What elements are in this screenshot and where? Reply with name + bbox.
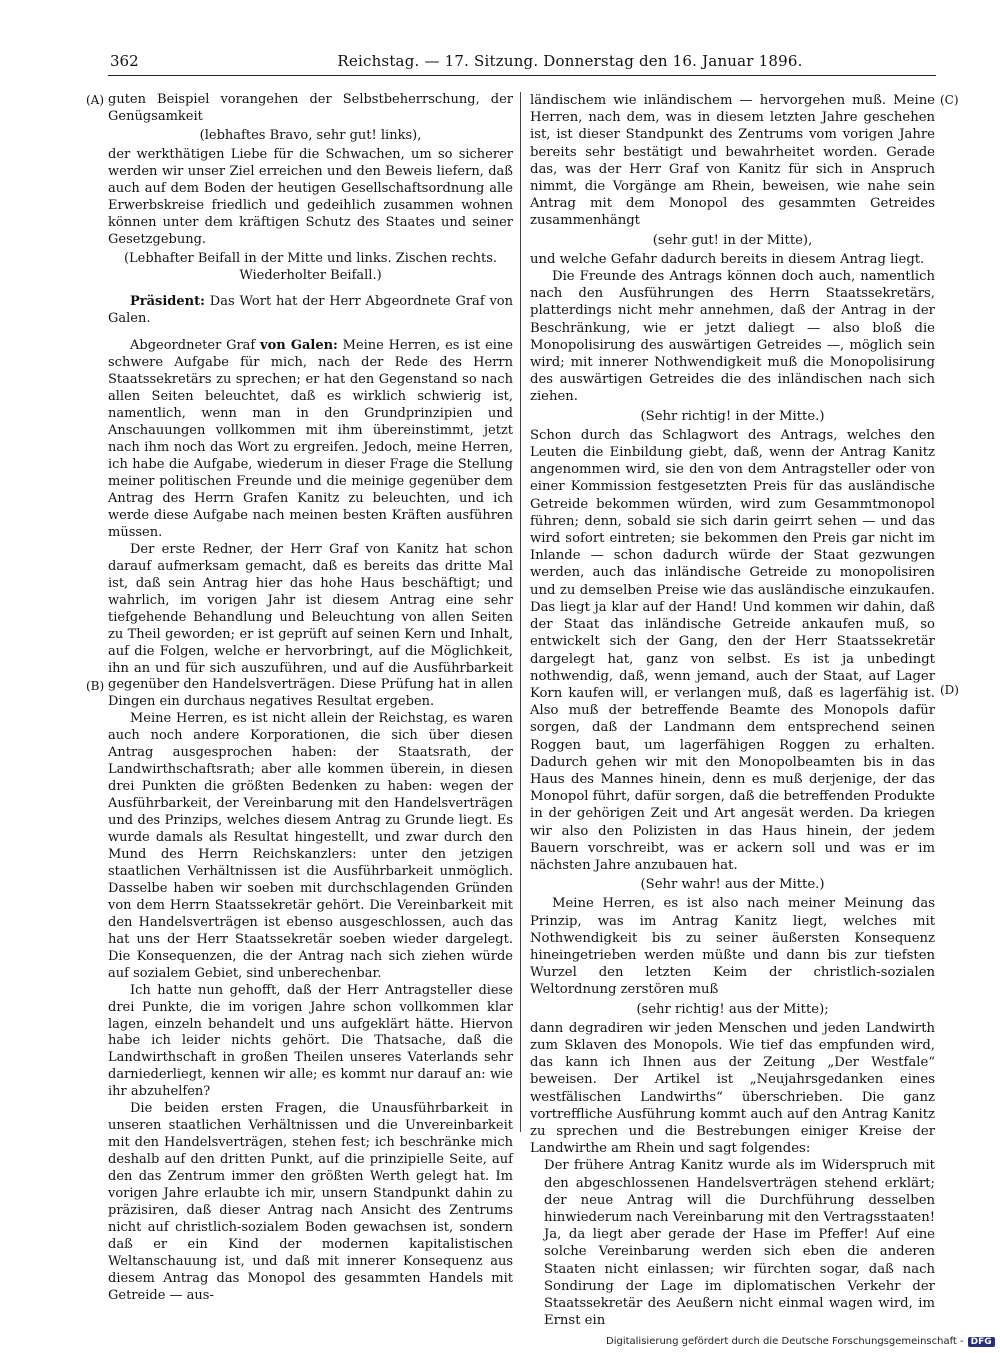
paragraph: Die beiden ersten Fragen, die Unausführbarkeit in unseren staatlichen Verhältnissen und die Unvereinbarkeit mit den Handelsverträgen, stehen fest; ich beschränke mich deshalb auf den dritten Punkt, auf die prinzipielle Seite, auf den das Zentrum immer den größten Werth gelegt hat. Im vorigen Jahre erlaubte ich mir, unsern Standpunkt dahin zu präzisiren, daß dieser Antrag nach Ansicht des Zentrums nicht auf christlich-sozialem Boden gewachsen ist, sondern daß er ein Kind der modernen kapitalistischen Weltanschauung ist, und daß mit innerer Konsequenz aus diesem Antrag das Monopol des gesammten Handels mit Getreide — aus- xyxy=(108,1101,513,1303)
interjection: (Lebhafter Beifall in der Mitte und links. Zischen rechts. Wiederholter Beifall.) xyxy=(123,250,498,283)
interjection: (lebhaftes Bravo, sehr gut! links), xyxy=(199,127,422,143)
footer-credit xyxy=(606,1336,995,1347)
running-title: Reichstag. — 17. Sitzung. Donnerstag den 16. Januar 1896. xyxy=(337,52,803,70)
speaker-label: von Galen: xyxy=(260,338,338,354)
interjection: (sehr richtig! aus der Mitte); xyxy=(636,1001,829,1017)
column-divider xyxy=(520,92,521,1132)
footer-text: Digitalisierung gefördert durch die Deutsche Forschungsgemeinschaft - xyxy=(606,1336,964,1347)
margin-marker-d: (D) xyxy=(940,683,959,697)
paragraph: Schon durch das Schlagwort des Antrags, welches den Leuten die Einbildung giebt, daß, wenn der Antrag Kanitz angenommen wird, sie den von dem Antragsteller oder von einer Kommission festgesetzten Preis für das ausländische Getreide bekommen würden, wird zum Gesammtmonopol führen; denn, sobald sie sich darin geirrt sehen — und das wird sofort eintreten; sie bekommen den Preis gar nicht im Inlande — schon dadurch würde der Staat gezwungen werden, auch das inländische Getreide zu monopolisiren und zu demselben Preise wie das ausländische einzukaufen. Das liegt ja klar auf der Hand! Und kommen wir dahin, daß der Staat das inländische Getreide ankaufen muß, so entwickelt sich der Gang, den der Herr Staatssekretär dargelegt hat, ganz von selbst. Es ist ja unbedingt nothwendig, daß, wenn jemand, auch der Staat, auf Lager Korn kaufen will, er verlangen muß, daß es lagerfähig ist. Also muß der betreffende Beamte des Monopols dafür sorgen, daß der Landmann dem entsprechend seinen Roggen baut, um lagerfähigen Roggen zu erhalten. Dadurch gehen wir mit den Monopolbeamten bis in das Haus des Mannes hinein, denn es muß derjenige, der das Monopol führt, dafür sorgen, daß die betreffenden Produkte in der gehörigen Zeit und Art angesät werden. Da kriegen wir also den Polizisten in das Haus hinein, der jedem Bauern vorschreibt, was er ackern soll und was er im nächsten Jahre anzubauen hat. xyxy=(530,427,935,873)
interjection: (Sehr richtig! in der Mitte.) xyxy=(640,408,825,424)
margin-marker-a: (A) xyxy=(86,93,105,107)
page-header xyxy=(110,52,940,74)
paragraph: Die Freunde des Antrags können doch auch, namentlich nach den Ausführungen des Herrn Staatssekretärs, platterdings nicht mehr annehmen, daß der Antrag in der Beschränkung, wie er jetzt daliegt — also bloß die Monopolisirung des auswärtigen Getreides —, möglich sein wird; mit innerer Nothwendigkeit muß die Monopolisirung des auswärtigen Getreides die des inländischen nach sich ziehen. xyxy=(530,269,935,405)
paragraph: dann degradiren wir jeden Menschen und jeden Landwirth zum Sklaven des Monopols. Wie tief das empfunden wird, das kann ich Ihnen aus der Zeitung „Der Westfale“ beweisen. Der Artikel ist „Neujahrsgedanken eines westfälischen Landwirths“ überschrieben. Die ganz vortreffliche Ausführung kommt auch auf den Antrag Kanitz zu sprechen und die Bestrebungen einiger Kreise der Landwirthe am Rhein und sagt folgendes: xyxy=(530,1020,935,1157)
interjection: (sehr gut! in der Mitte), xyxy=(652,232,813,248)
paragraph: ländischem wie inländischem — hervorgehen muß. Meine Herren, nach dem, was in diesem letzten Jahre geschehen ist, ist dieser Standpunkt des Zentrums vom vorigen Jahre bereits sehr bestätigt und bewahrheitet worden. Gerade das, was der Herr Graf von Kanitz für sich in Anspruch nimmt, die Vorgänge am Rhein, beweisen, wie nahe sein Antrag mit dem Monopol des gesammten Getreides zusammenhängt xyxy=(530,93,935,229)
margin-marker-b: (B) xyxy=(86,679,105,693)
paragraph: Ich hatte nun gehofft, daß der Herr Antragsteller diese drei Punkte, die im vorigen Jahre schon vollkommen klar lagen, einzeln behandelt und uns aufgeklärt hätte. Hiervon habe ich leider nichts gehört. Die Thatsache, daß die Landwirthschaft in großen Theilen unseres Vaterlands sehr darniederliegt, kennen wir alle; es kommt nur darauf an: wie ihr abzuhelfen? xyxy=(108,982,513,1100)
paragraph: Der erste Redner, der Herr Graf von Kanitz hat schon darauf aufmerksam gemacht, daß es bereits das dritte Mal ist, daß sein Antrag hier das hohe Haus beschäftigt; und wahrlich, im vorigen Jahr ist diesem Antrag eine sehr tiefgehende Behandlung und Beleuchtung von allen Seiten zu Theil geworden; er ist geprüft auf seinen Kern und Inhalt, auf die Folgen, welche er hervorbringt, auf die Möglichkeit, ihn an und für sich auszuführen, und auf die Ausführbarkeit gegenüber den Handelsverträgen. Diese Prüfung hat in allen Dingen ein durchaus negatives Resultat ergeben. xyxy=(108,541,513,710)
speaker-label: Präsident: xyxy=(130,294,205,310)
speaker-paragraph xyxy=(108,294,513,328)
header-rule xyxy=(108,75,936,76)
quotation: Der frühere Antrag Kanitz wurde als im Widerspruch mit den abgeschlossenen Handelsverträgen stehend erklärt; der neue Antrag will die Durchführung desselben hinwiederum nach Vereinbarung mit den Vertragsstaaten! Ja, da liegt aber gerade der Hase im Pfeffer! Auf eine solche Vereinbarung werden sich eben die anderen Staaten nicht einlassen; wir fürchten sogar, daß nach Sondirung der Lage im diplomatischen Verkehr der Staatssekretär des Aeußern nicht einmal wagen wird, im Ernst ein xyxy=(544,1158,935,1329)
margin-marker-c: (C) xyxy=(940,93,959,107)
paragraph: guten Beispiel vorangehen der Selbstbeherrschung, der Genügsamkeit xyxy=(108,92,513,124)
speaker-text: Das Wort hat der Herr Abgeordnete Graf von Galen. xyxy=(108,294,514,327)
speaker-text: Meine Herren, es ist eine schwere Aufgabe für mich, nach der Rede des Herrn Staatssekretärs zu sprechen; er hat den Gegenstand so nach allen Seiten beleuchtet, daß es wirklich schwierig ist, namentlich, wenn man in den Grundprinzipien und Anschauungen vollkommen mit ihm übereinstimmt, jetzt nach ihm noch das Wort zu ergreifen. Jedoch, meine Herren, ich habe die Aufgabe, wiederum in dieser Frage die Stellung meiner politischen Freunde und die meinige gegenüber dem Antrag des Herrn Grafen Kanitz zu beleuchten, und ich werde diese Aufgabe nach meinen besten Kräften ausführen müssen. xyxy=(108,338,513,540)
speaker-paragraph xyxy=(108,338,513,541)
paragraph: und welche Gefahr dadurch bereits in diesem Antrag liegt. xyxy=(530,251,925,267)
right-column xyxy=(530,92,935,1329)
paragraph: Meine Herren, es ist also nach meiner Meinung das Prinzip, was im Antrag Kanitz liegt, welches mit Nothwendigkeit bis zu seiner äußersten Konsequenz hineingetrieben werden müßte und dann bis zur tiefsten Wurzel den letzten Keim der christlich-sozialen Weltordnung zerstören muß xyxy=(530,896,935,998)
page-number: 362 xyxy=(110,52,139,70)
paragraph: der werkthätigen Liebe für die Schwachen, um so sicherer werden wir unser Ziel erreichen und den Beweis liefern, daß auch auf dem Boden der heutigen Gesellschaftsordnung alle Erwerbskreise friedlich und gedeihlich zusammen wohnen können unter dem kräftigen Schutz des Staates und seiner Gesetzgebung. xyxy=(108,146,513,247)
left-column xyxy=(108,92,513,1305)
interjection: (Sehr wahr! aus der Mitte.) xyxy=(640,877,825,893)
speaker-prefix: Abgeordneter Graf xyxy=(130,338,256,354)
paragraph: Meine Herren, es ist nicht allein der Reichstag, es waren auch noch andere Korporationen, die sich über diesen Antrag ausgesprochen haben: der Staatsrath, der Landwirthschaftsrath; aber alle kommen überein, in diesen drei Punkten die größten Bedenken zu haben: wegen der Ausführbarkeit, der Vereinbarung mit den Handelsverträgen und des Prinzips, welches diesem Antrag zu Grunde liegt. Es wurde damals als Resultat hingestellt, und zwar durch den Mund des Herrn Reichskanzlers: unter den jetzigen staatlichen Verhältnissen ist die Ausführbarkeit unmöglich. Dasselbe haben wir soeben mit durchschlagenden Gründen von dem Herrn Staatssekretär gehört. Die Vereinbarkeit mit den Handelsverträgen ist ebenso ausgeschlossen, auch das hat uns der Herr Staatssekretär soeben wieder dargelegt. Die Konsequenzen, die der Antrag nach sich ziehen würde auf sozialem Gebiet, sind unberechenbar. xyxy=(108,711,513,981)
dfg-logo: DFG xyxy=(968,1337,995,1347)
